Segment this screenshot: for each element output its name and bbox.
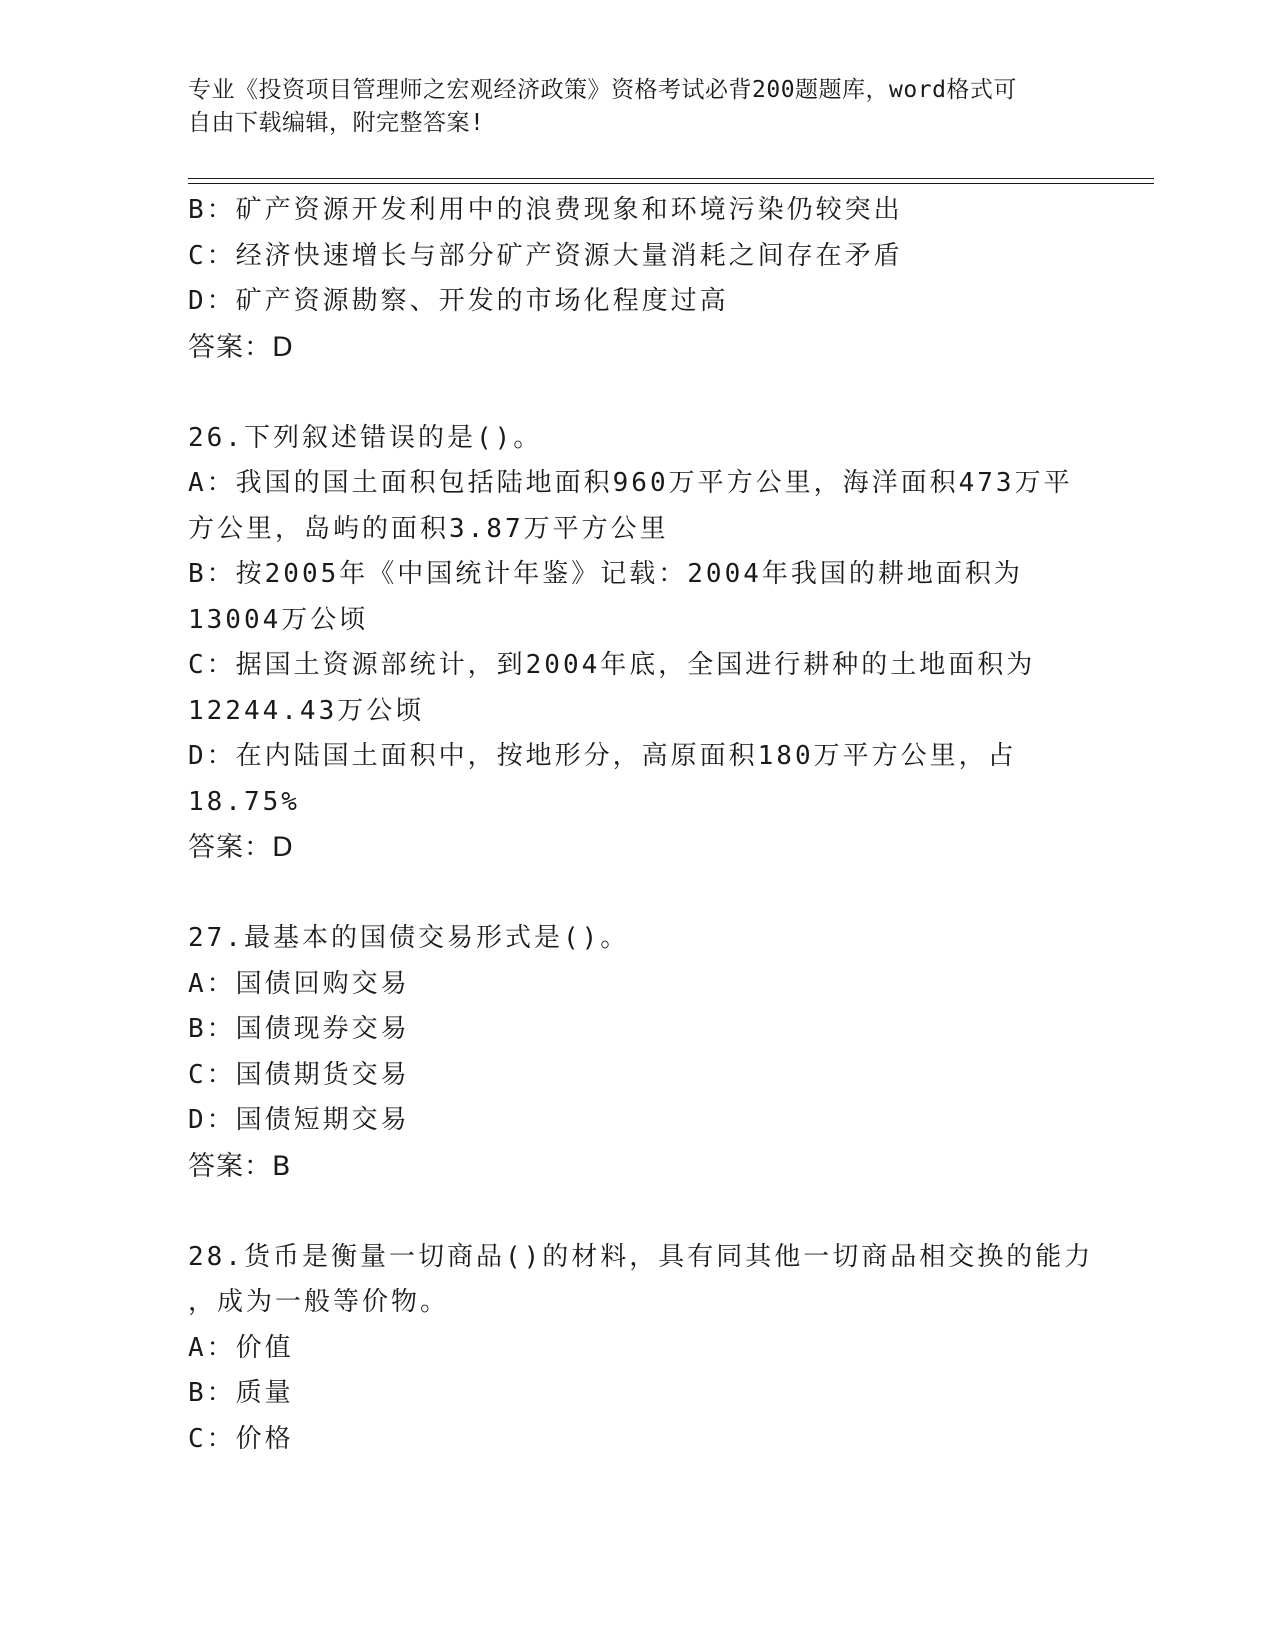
question-stem: 27.最基本的国债交易形式是()。 xyxy=(188,923,630,953)
option-d: D：矿产资源勘察、开发的市场化程度过高 xyxy=(188,286,729,316)
header-line-2: 自由下载编辑，附完整答案! xyxy=(188,110,485,136)
document-header xyxy=(188,74,1088,140)
question-stem: 26.下列叙述错误的是()。 xyxy=(188,422,543,453)
option-b: B：按2005年《中国统计年鉴》记载：2004年我国的耕地面积为 xyxy=(188,559,1023,589)
option-c: C：据国土资源部统计，到2004年底，全国进行耕种的土地面积为 xyxy=(188,650,1036,680)
question-list xyxy=(188,188,1094,1462)
question-26 xyxy=(188,416,1088,871)
option-c-continued: 12244.43万公顷 xyxy=(188,695,425,726)
option-d: D：国债短期交易 xyxy=(188,1105,410,1135)
option-b: B：矿产资源开发利用中的浪费现象和环境污染仍较突出 xyxy=(188,195,903,225)
option-b-continued: 13004万公顷 xyxy=(188,604,369,635)
question-stem-continued: ，成为一般等价物。 xyxy=(188,1287,450,1317)
spacer xyxy=(188,370,1088,416)
option-c: C：国债期货交易 xyxy=(188,1059,410,1090)
option-a-continued: 方公里，岛屿的面积3.87万平方公里 xyxy=(188,513,669,544)
option-a: A：国债回购交易 xyxy=(188,968,410,999)
option-a: A：我国的国土面积包括陆地面积960万平方公里，海洋面积473万平 xyxy=(188,468,1073,498)
answer: 答案：D xyxy=(188,331,294,363)
header-line-1: 专业《投资项目管理师之宏观经济政策》资格考试必背200题题库，word格式可 xyxy=(188,77,1017,103)
question-stem: 28.货币是衡量一切商品()的材料，具有同其他一切商品相交换的能力 xyxy=(188,1241,1094,1272)
question-28 xyxy=(188,1235,1094,1463)
header-double-rule xyxy=(188,178,1154,184)
option-d-continued: 18.75% xyxy=(188,786,300,817)
question-27 xyxy=(188,916,1088,1189)
answer: 答案：D xyxy=(188,832,294,863)
option-a: A：价值 xyxy=(188,1332,294,1363)
option-b: B：国债现券交易 xyxy=(188,1014,410,1044)
option-b: B：质量 xyxy=(188,1378,294,1408)
option-d: D：在内陆国土面积中，按地形分，高原面积180万平方公里，占 xyxy=(188,741,1017,771)
option-c: C：价格 xyxy=(188,1423,294,1454)
option-c: C：经济快速增长与部分矿产资源大量消耗之间存在矛盾 xyxy=(188,240,903,271)
spacer xyxy=(188,1189,1088,1235)
question-25 xyxy=(188,188,1088,370)
spacer xyxy=(188,871,1088,917)
answer: 答案：B xyxy=(188,1150,292,1182)
